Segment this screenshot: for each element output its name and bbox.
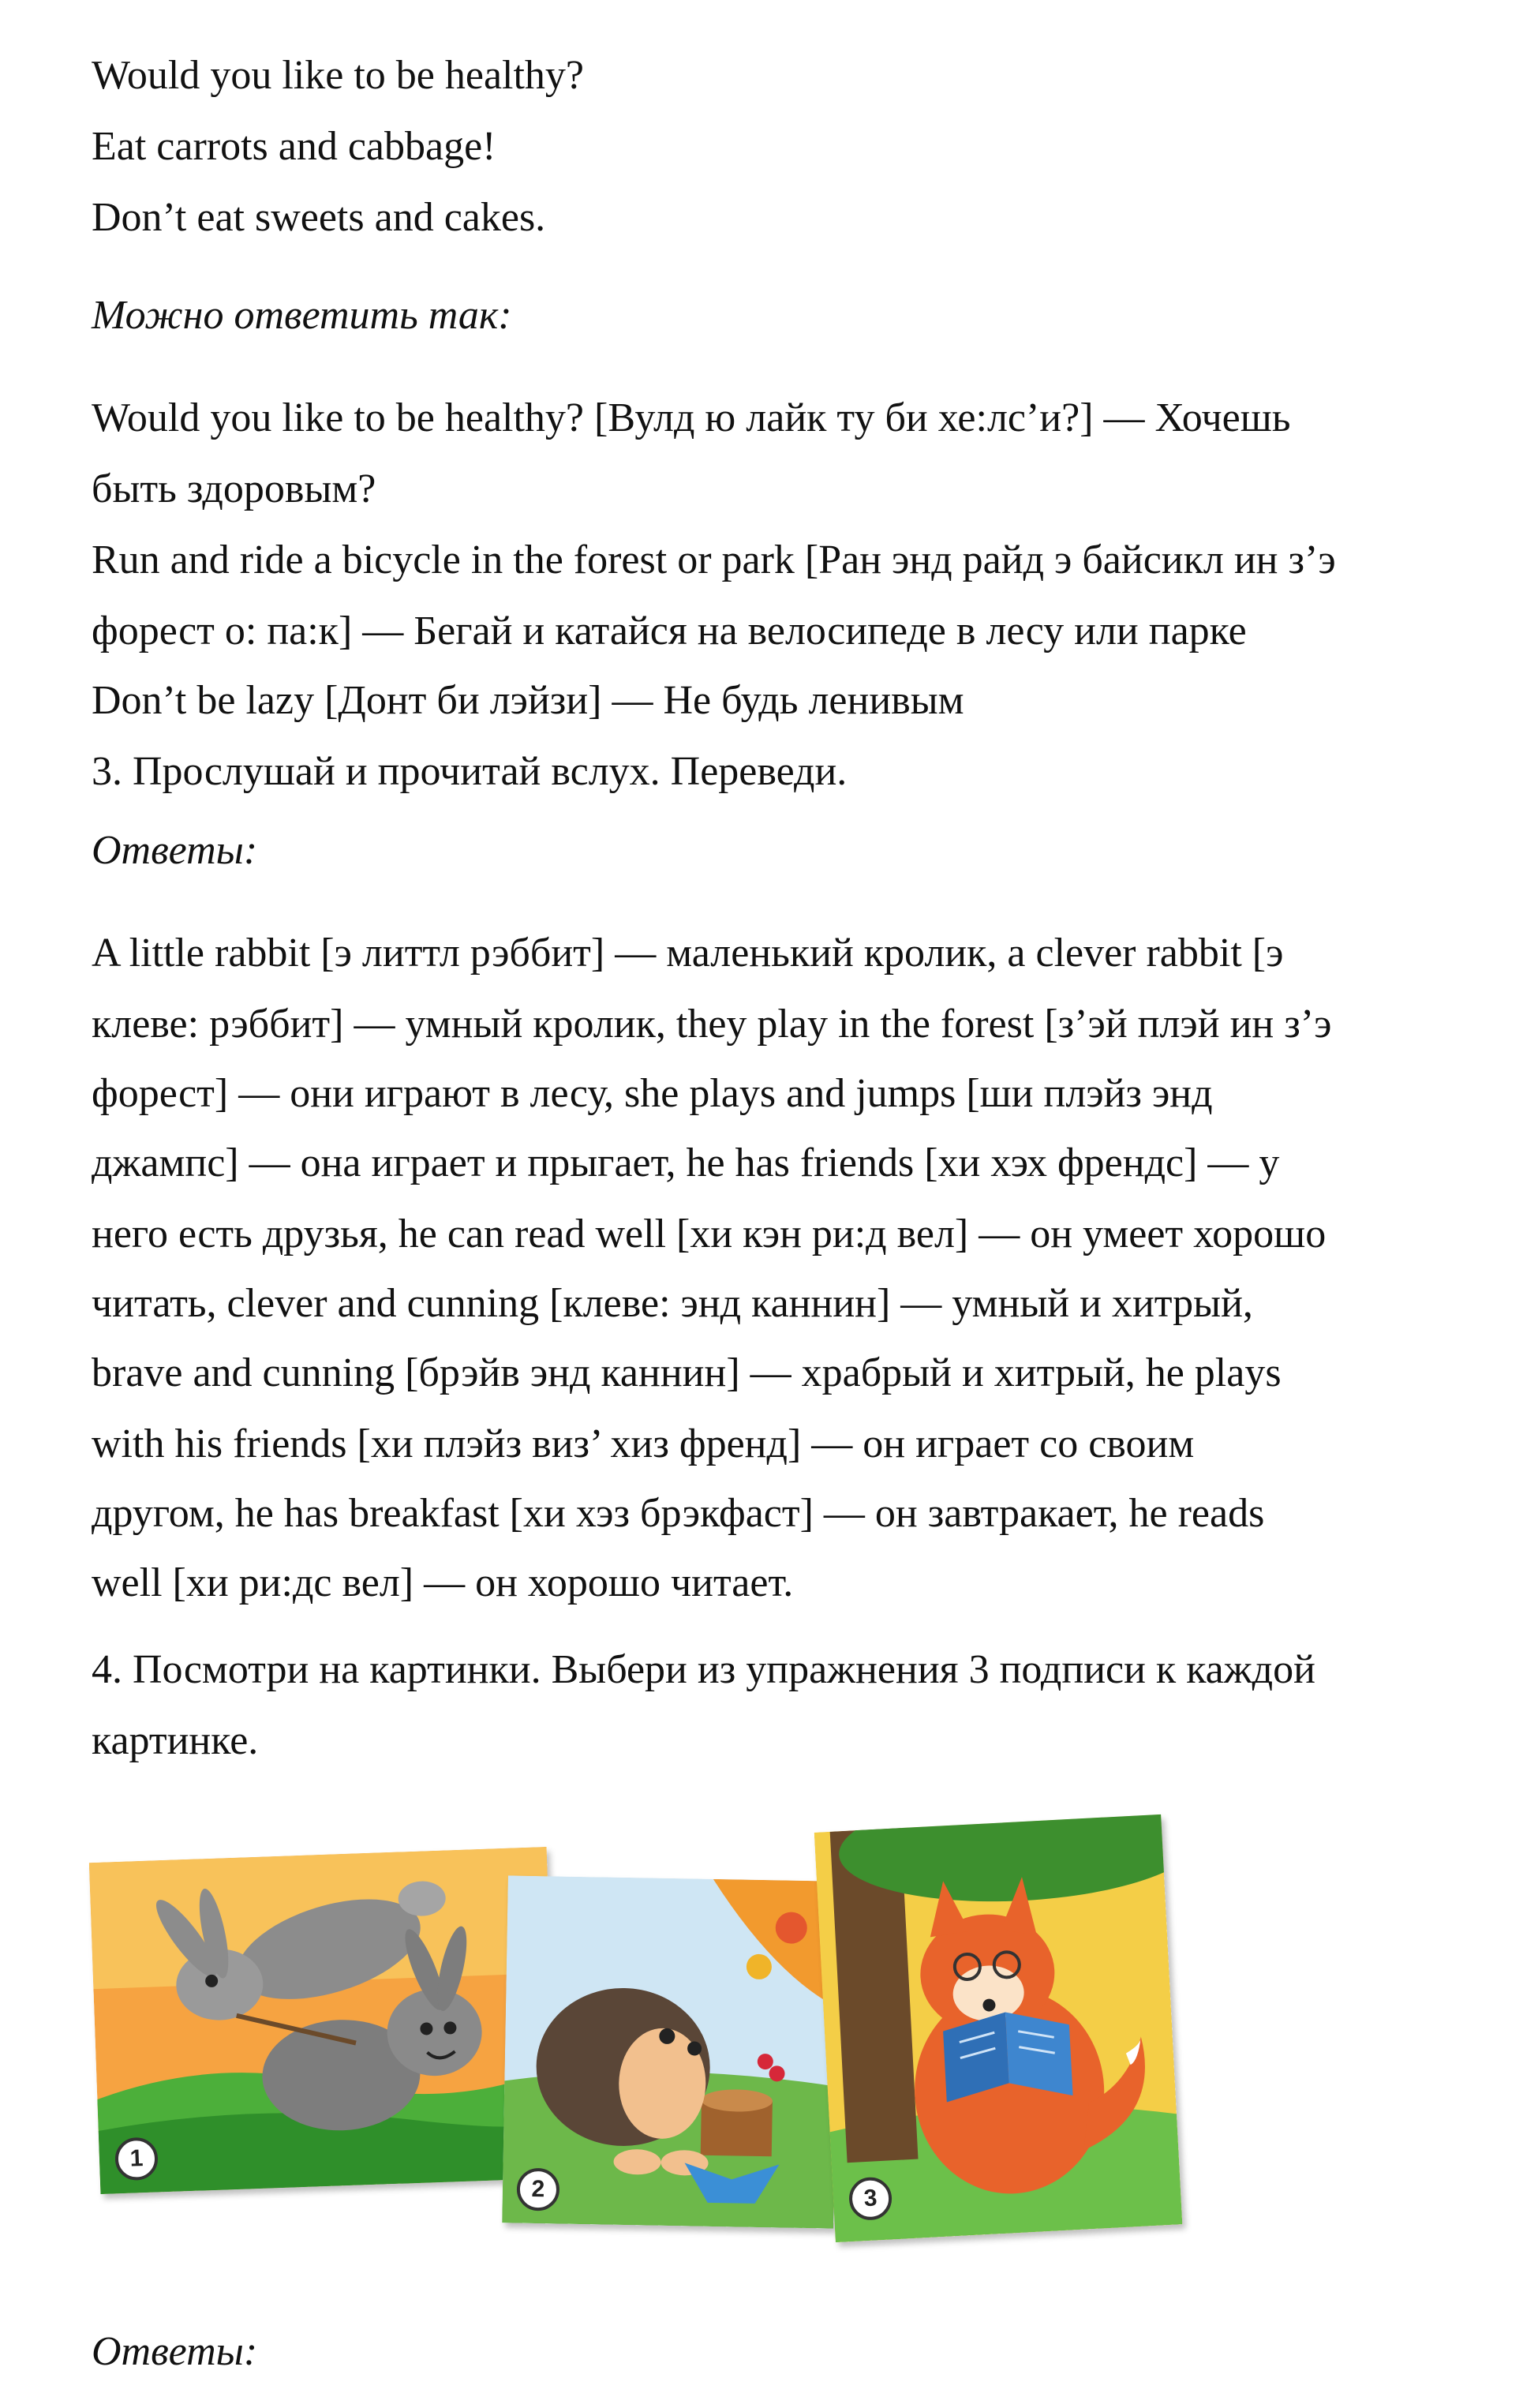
picture-fox-reading xyxy=(814,1814,1183,2242)
task3-answer-line: читать, clever and cunning [клеве: энд каннин] — умный и хитрый, xyxy=(92,1281,1253,1326)
task3-answer-line: клеве: рэббит] — умный кролик, they play in the forest [з’эй плэй ин з’э xyxy=(92,1002,1332,1047)
picture-hedgehog xyxy=(502,1875,840,2228)
task3-title: 3. Прослушай и прочитай вслух. Переведи. xyxy=(92,749,848,794)
sample-answer-heading: Можно ответить так: xyxy=(92,293,512,338)
task3-answer-line: другом, he has breakfast [хи хэз брэкфаст] — он завтракает, he reads xyxy=(92,1491,1265,1536)
picture-number-badge: 2 xyxy=(516,2168,559,2211)
task3-answer-line: with his friends [хи плэйз виз’ хиз френд] — он играет со своим xyxy=(92,1421,1195,1466)
task3-answer-line: него есть друзья, he can read well [хи кэн ри:д вел] — он умеет хорошо xyxy=(92,1211,1327,1256)
sample-answer-line: Would you like to be healthy? [Вулд ю лайк ту би хе:лс’и?] — Хочешь xyxy=(92,395,1291,440)
task3-answer-line: well [хи ри:дс вел] — он хорошо читает. xyxy=(92,1560,794,1605)
picture-rabbits xyxy=(89,1847,558,2194)
task3-answer-line: A little rabbit [э литтл рэббит] — маленький кролик, a clever rabbit [э xyxy=(92,931,1284,976)
illustrations xyxy=(87,1792,1223,2281)
sample-answer-line: форест о: па:к] — Бегай и катайся на велосипеде в лесу или парке xyxy=(92,609,1247,653)
intro-line-3: Don’t eat sweets and cakes. xyxy=(92,195,546,240)
task3-answer-line: форест] — они играют в лесу, she plays and jumps [ши плэйз энд xyxy=(92,1071,1213,1116)
task4-answers-heading: Ответы: xyxy=(92,2329,258,2374)
intro-line-2: Eat carrots and cabbage! xyxy=(92,124,496,169)
intro-line-1: Would you like to be healthy? xyxy=(92,53,584,98)
picture-number-badge: 1 xyxy=(114,2136,159,2181)
task3-answers-heading: Ответы: xyxy=(92,828,258,873)
task3-answer-line: brave and cunning [брэйв энд каннин] — храбрый и хитрый, he plays xyxy=(92,1350,1282,1395)
sample-answer-line: Don’t be lazy [Донт би лэйзи] — Не будь ленивым xyxy=(92,678,964,723)
rabbits-illustration xyxy=(89,1847,558,2194)
task4-title-line-2: картинке. xyxy=(92,1718,259,1763)
task3-answer-line: джампс] — она играет и прыгает, he has friends [хи хэх френдс] — у xyxy=(92,1140,1280,1185)
picture-number-badge: 3 xyxy=(848,2176,893,2221)
sample-answer-line: Run and ride a bicycle in the forest or park [Ран энд райд э байсикл ин з’э xyxy=(92,537,1336,582)
sample-answer-line: быть здоровым? xyxy=(92,466,376,511)
task4-title-line-1: 4. Посмотри на картинки. Выбери из упражнения 3 подписи к каждой xyxy=(92,1647,1315,1692)
